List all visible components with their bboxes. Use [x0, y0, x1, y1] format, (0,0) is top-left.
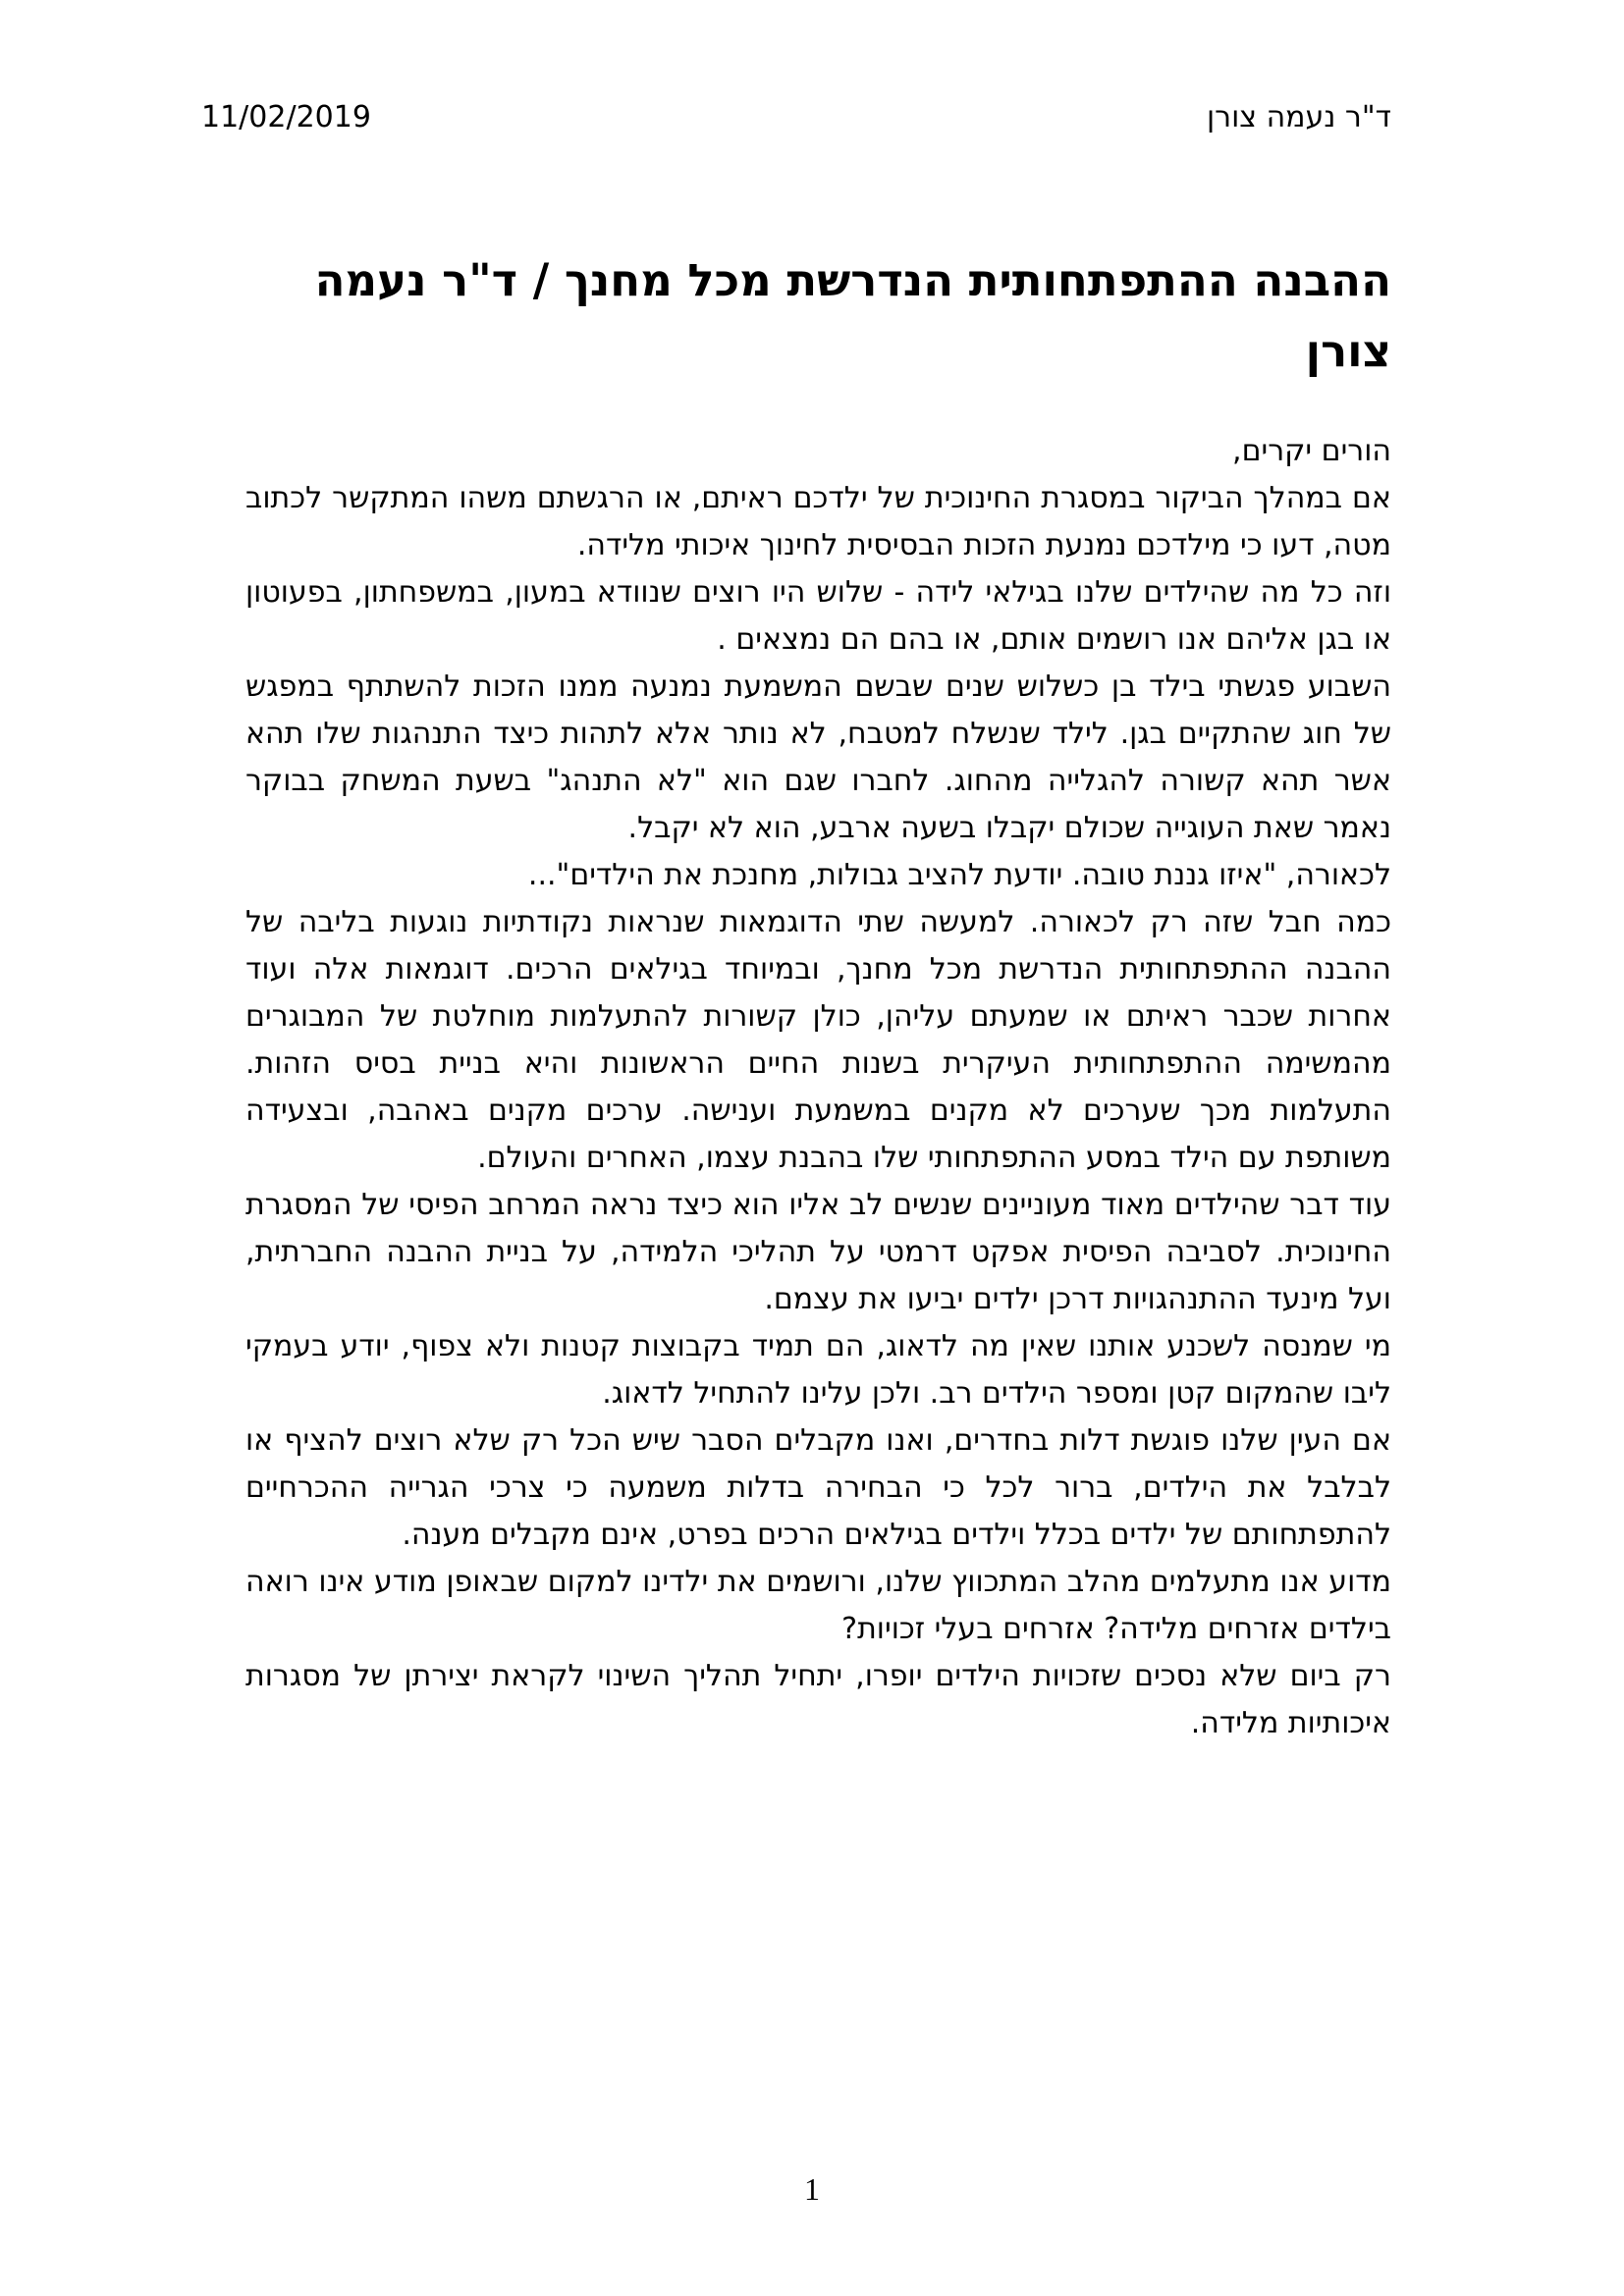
page-number: 1	[804, 2171, 820, 2207]
paragraph: עוד דבר שהילדים מאוד מעוניינים שנשים לב אליו הוא כיצד נראה המרחב הפיסי של המסגרת החינוכית. לסביבה הפיסית אפקט דרמטי על תהליכי הלמידה, על בניית ההבנה החברתית, ועל מינעד ההתנהגויות דרכן ילדים יביעו את עצמם.	[245, 1188, 1391, 1316]
paragraph: כמה חבל שזה רק לכאורה. למעשה שתי הדוגמאות שנראות נקודתיות נוגעות בליבה של ההבנה ההתפתחותית הנדרשת מכל מחנך, ובמיוחד בגילאים הרכים. דוגמאות אלה ועוד אחרות שכבר ראיתם או שמעתם עליהן, כולן קשורות להתעלמות מוחלטת של המבוגרים מהמשימה ההתפתחותית העיקרית בשנות החיים הראשונות והיא בניית בסיס הזהות. התעלמות מכך שערכים לא מקנים במשמעת וענישה. ערכים מקנים באהבה, ובצעידה משותפת עם הילד במסע ההתפתחותי שלו בהבנת עצמו, האחרים והעולם.	[245, 905, 1391, 1175]
paragraph: מדוע אנו מתעלמים מהלב המתכווץ שלנו, ורושמים את ילדינו למקום שבאופן מודע אינו רואה בילדים אזרחים מלידה? אזרחים בעלי זכויות?	[245, 1565, 1391, 1646]
paragraph: לכאורה, "איזו גננת טובה. יודעת להציב גבולות, מחנכת את הילדים"...	[527, 858, 1391, 892]
paragraph: אם העין שלנו פוגשת דלות בחדרים, ואנו מקבלים הסבר שיש הכל רק שלא רוצים להציף או לבלבל את הילדים, ברור לכל כי הבחירה בדלות משמעה כי צרכי הגרייה ההכרחיים להתפתחותם של ילדים בכלל וילדים בגילאים הרכים בפרט, אינם מקבלים מענה.	[245, 1423, 1391, 1552]
paragraph: רק ביום שלא נסכים שזכויות הילדים יופרו, יתחיל תהליך השינוי לקראת יצירתן של מסגרות איכותיות מלידה.	[245, 1659, 1391, 1740]
header-date: 11/02/2019	[201, 100, 371, 134]
document-body	[245, 428, 1391, 1747]
paragraph: אם במהלך הביקור במסגרת החינוכית של ילדכם ראיתם, או הרגשתם משהו המתקשר לכתוב מטה, דעו כי מילדכם נמנעת הזכות הבסיסית לחינוך איכותי מלידה.	[245, 481, 1391, 562]
paragraph: מי שמנסה לשכנע אותנו שאין מה לדאוג, הם תמיד בקבוצות קטנות ולא צפוף, יודע בעמקי ליבו שהמקום קטן ומספר הילדים רב. ולכן עלינו להתחיל לדאוג.	[245, 1329, 1391, 1411]
document-title: ההבנה ההתפתחותית הנדרשת מכל מחנך / ד"ר נעמה צורן	[314, 254, 1391, 377]
paragraph: וזה כל מה שהילדים שלנו בגילאי לידה - שלוש היו רוצים שנוודא במעון, במשפחתון, בפעוטון או בגן אליהם אנו רושמים אותם, או בהם הם נמצאים .	[245, 575, 1391, 657]
paragraph: השבוע פגשתי בילד בן כשלוש שנים שבשם המשמעת נמנעה ממנו הזכות להשתתף במפגש של חוג שהתקיים בגן. לילד שנשלח למטבח, לא נותר אלא לתהות כיצד התנהגות שלו תהא אשר תהא קשורה להגלייה מהחוג. לחברו שגם הוא "לא התנהג" בשעת המשחק בבוקר נאמר שאת העוגייה שכולם יקבלו בשעה ארבע, הוא לא יקבל.	[245, 669, 1391, 845]
header-author: ד"ר נעמה צורן	[1206, 100, 1391, 134]
paragraph: הורים יקרים,	[1232, 434, 1391, 468]
